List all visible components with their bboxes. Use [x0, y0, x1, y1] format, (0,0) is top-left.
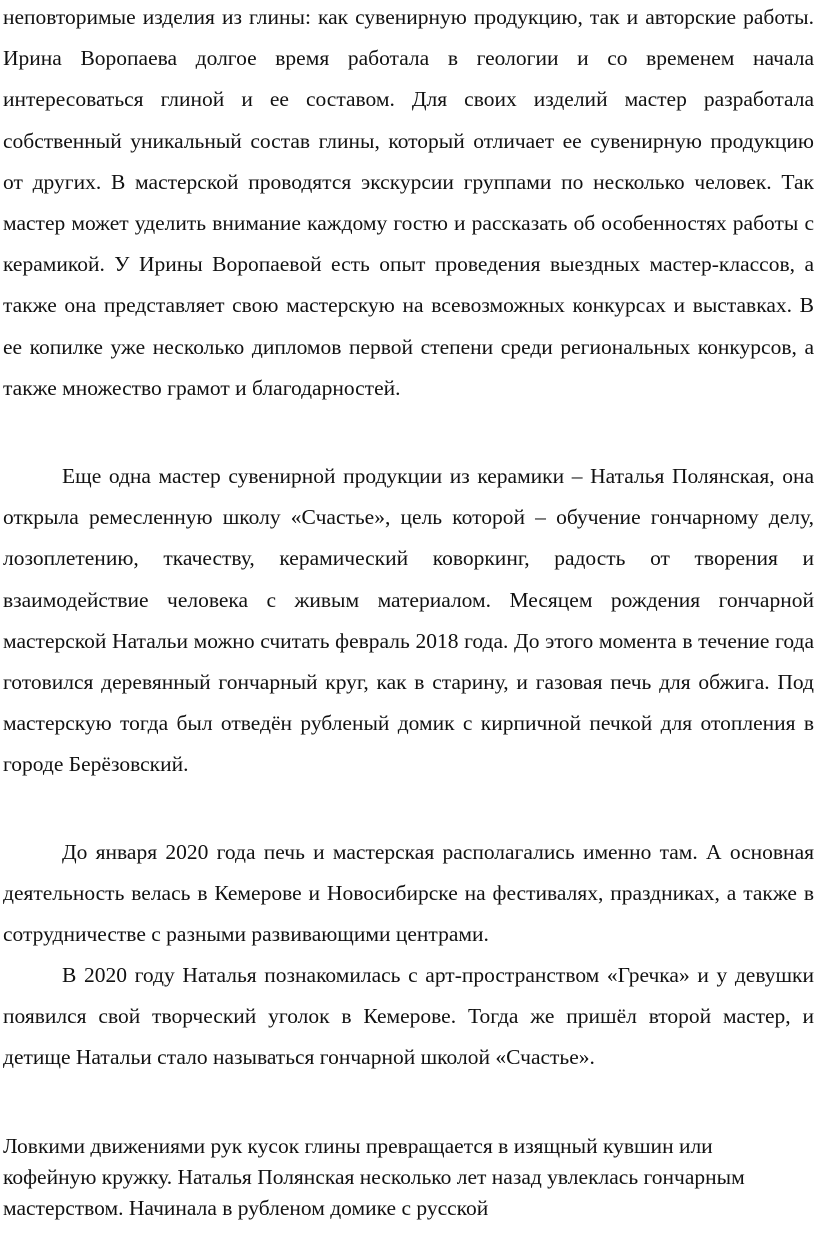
paragraph-voropaeva: неповторимые изделия из глины: как сувенирную продукцию, так и авторские работы. Ирина Воропаева долгое время работала в геологии и со временем начала интересоваться глиной и ее составом. Для своих изделий мастер разработала собственный уникальный состав глины, который отличает ее сувенирную продукцию от других. В мастерской проводятся экскурсии группами по несколько человек. Так мастер может уделить внимание каждому гостю и рассказать об особенностях работы с керамикой. У Ирины Воропаевой есть опыт проведения выездных мастер-классов, а также она представляет свою мастерскую на всевозможных конкурсах и выставках. В ее копилке уже несколько дипломов первой степени среди региональных конкурсов, а также множество грамот и благодарностей. — [3, 5, 814, 400]
paragraph-polyanskaya-school: Еще одна мастер сувенирной продукции из керамики – Наталья Полянская, она открыла ремесленную школу «Счастье», цель которой – обучение гончарному делу, лозоплетению, ткачеству, керамический коворкинг, радость от творения и взаимодействие человека с живым материалом. Месяцем рождения гончарной мастерской Натальи можно считать февраль 2018 года. До этого момента в течение года готовился деревянный гончарный круг, как в старину, и газовая печь для обжига. Под мастерскую тогда был отведён рубленый домик с кирпичной печкой для отопления в городе Берёзовский. — [3, 464, 814, 777]
paragraph-until-2020: До января 2020 года печь и мастерская располагались именно там. А основная деятельность велась в Кемерове и Новосибирске на фестивалях, праздниках, а также в сотрудничестве с разными развивающими центрами. — [3, 840, 814, 947]
paragraph-grechka: В 2020 году Наталья познакомилась с арт-пространством «Гречка» и у девушки появился свой творческий уголок в Кемерове. Тогда же пришёл второй мастер, и детище Натальи стало называться гончарной школой «Счастье». — [3, 963, 814, 1070]
paragraph-pottery-intro: Ловкими движениями рук кусок глины превращается в изящный кувшин или кофейную кружку. Наталья Полянская несколько лет назад увлеклась гончарным мастерством. Начинала в рубленом домике с русской — [3, 1134, 745, 1220]
